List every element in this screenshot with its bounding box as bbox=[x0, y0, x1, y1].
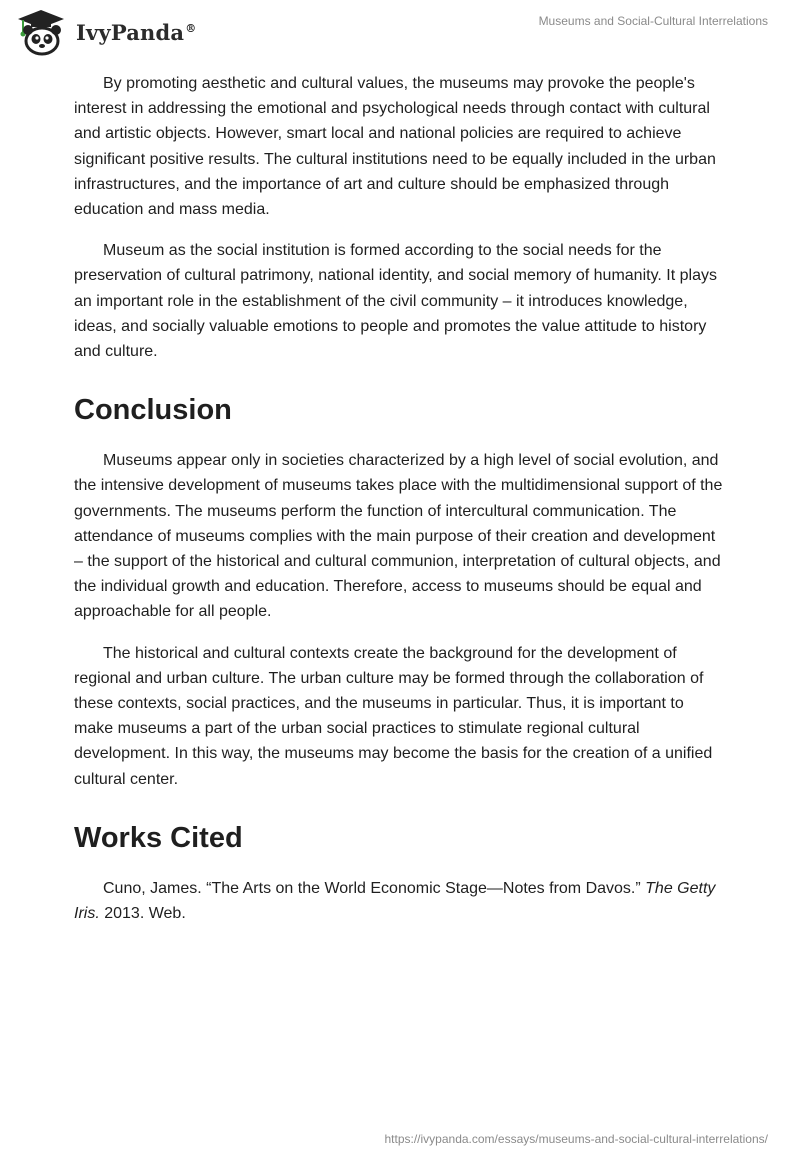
ivypanda-logo[interactable] bbox=[14, 8, 196, 56]
registered-mark: ® bbox=[185, 21, 197, 35]
citation-text: Cuno, James. “The Arts on the World Economic Stage—Notes from Davos.” bbox=[103, 879, 646, 897]
document-title: Museums and Social-Cultural Interrelations bbox=[538, 14, 768, 28]
essay-body bbox=[74, 71, 726, 942]
citation-year: 2013. Web. bbox=[99, 905, 186, 923]
works-cited-heading: Works Cited bbox=[74, 821, 243, 854]
citation-entry bbox=[74, 876, 726, 926]
citation-journal: The Getty Iris. bbox=[74, 879, 716, 923]
source-url-link[interactable]: https://ivypanda.com/essays/museums-and-social-cultural-interrelations/ bbox=[384, 1132, 768, 1146]
page-header bbox=[0, 0, 800, 70]
body-paragraph: Museums appear only in societies characterized by a high level of social evolution, and the intensive development of museums takes place with the multidimensional support of the governments. The museums perform the function of intercultural communication. The attendance of museums complies with the main purpose of their creation and development – the support of the historical and cultural communion, interpretation of cultural objects, and the individual growth and education. Therefore, access to museums should be equal and approachable for all people. bbox=[74, 452, 723, 621]
body-paragraph: By promoting aesthetic and cultural values, the museums may provoke the people's interest in addressing the emotional and psychological needs through contact with cultural and artistic objects. However, smart local and national policies are required to achieve significant positive results. The cultural institutions need to be equally included in the urban infrastructures, and the importance of art and culture should be emphasized through education and mass media. bbox=[74, 75, 716, 219]
conclusion-heading: Conclusion bbox=[74, 394, 232, 427]
body-paragraph: The historical and cultural contexts create the background for the development of regional and urban culture. The urban culture may be formed through the collaboration of these contexts, social practices, and the museums in particular. Thus, it is important to make museums a part of the urban social practices to stimulate regional cultural development. In this way, the museums may become the basis for the creation of a unified cultural center. bbox=[74, 644, 713, 788]
brand-name: IvyPanda® bbox=[76, 19, 197, 45]
panda-graduate-icon bbox=[14, 8, 72, 56]
body-paragraph: Museum as the social institution is formed according to the social needs for the preservation of cultural patrimony, national identity, and social memory of humanity. It plays an important role in the establishment of the civil community – it introduces knowledge, ideas, and socially valuable emotions to people and promotes the value attitude to history and culture. bbox=[74, 242, 717, 361]
